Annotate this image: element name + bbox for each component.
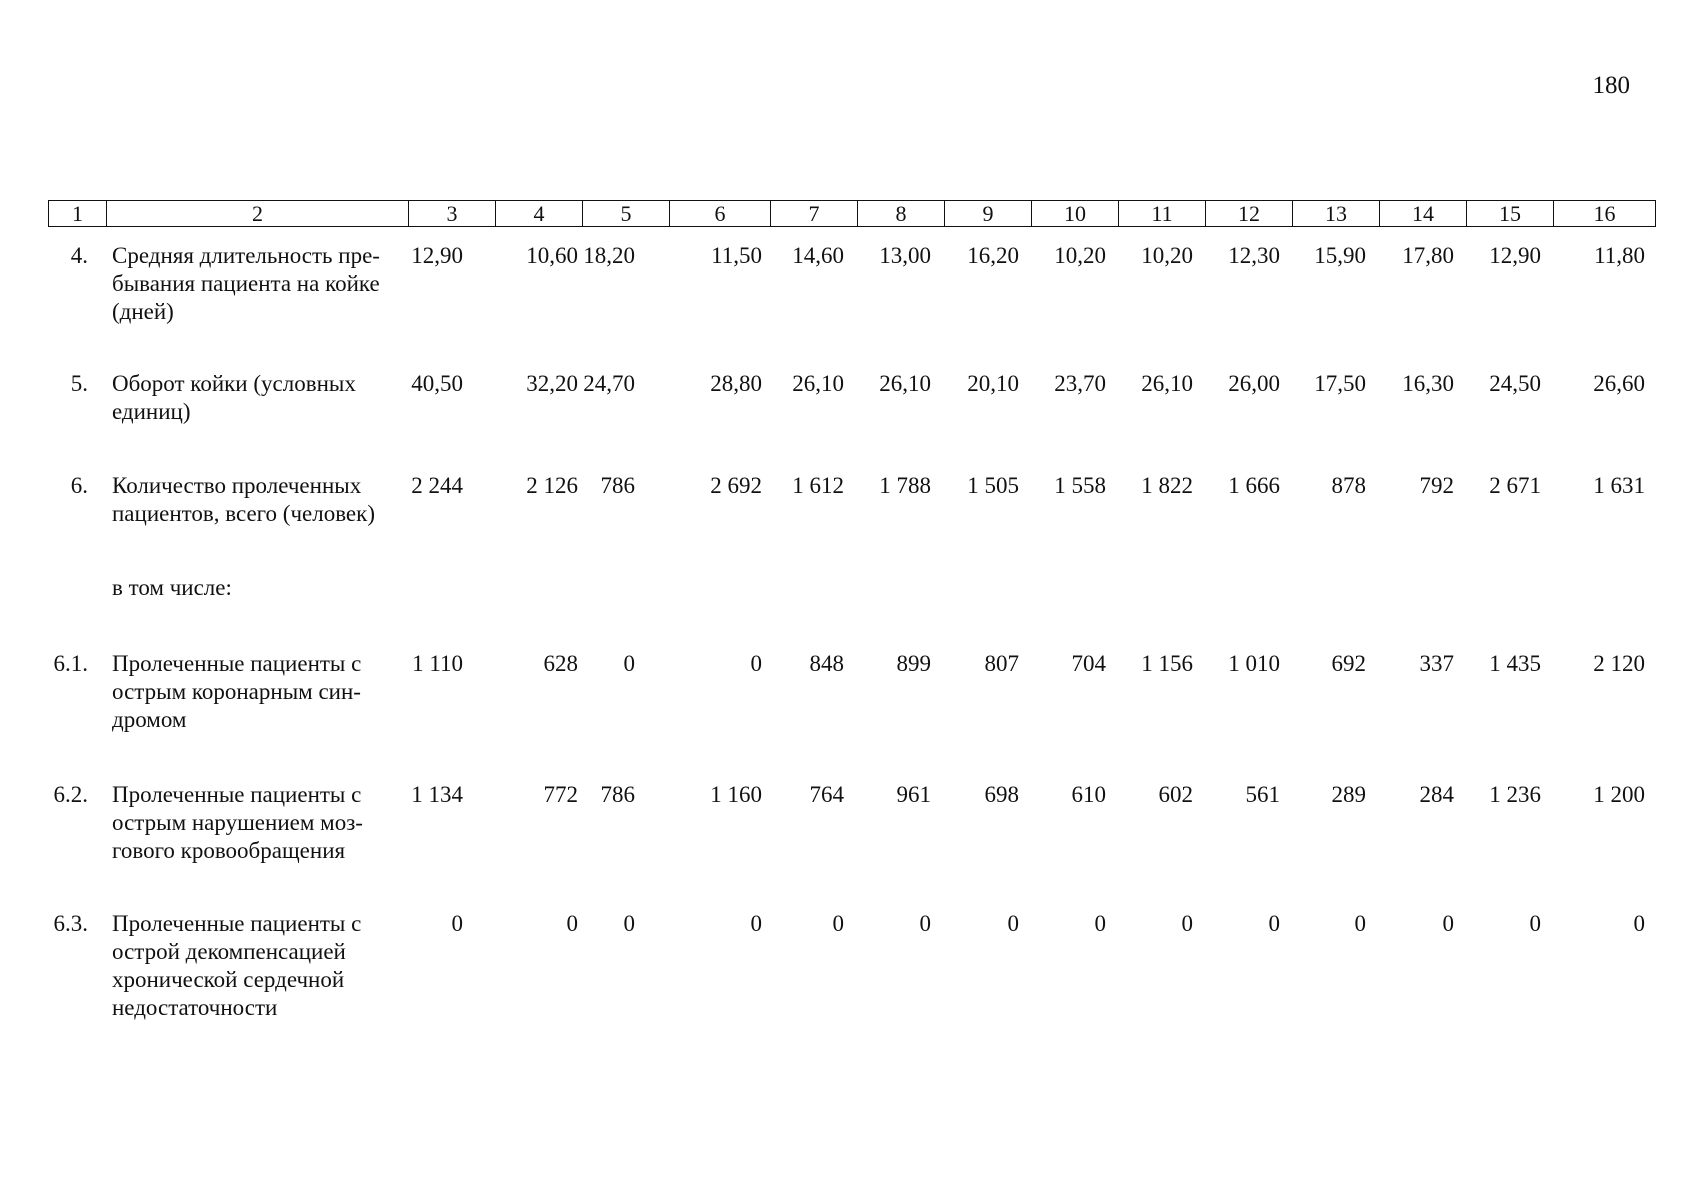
header-cell-16: 16 — [1593, 201, 1616, 226]
cell-value: 0 — [451, 911, 463, 936]
row-number: 6.2. — [53, 782, 88, 807]
header-cell-3: 3 — [409, 201, 496, 226]
cell-value: 602 — [1158, 782, 1193, 807]
cell-value: 1 822 — [1141, 473, 1193, 498]
cell-value: 1 435 — [1489, 651, 1541, 676]
table-header-row — [48, 200, 1656, 227]
cell-value: 1 010 — [1228, 651, 1280, 676]
cell-value: 0 — [750, 651, 762, 676]
cell-value: 1 200 — [1593, 782, 1645, 807]
cell-value: 24,70 — [583, 371, 635, 396]
cell-value: 610 — [1071, 782, 1106, 807]
cell-value: 899 — [896, 651, 931, 676]
cell-value: 0 — [623, 651, 635, 676]
header-cell-13: 13 — [1293, 201, 1380, 226]
row-title: Пролеченные пациенты с острым коронарным син- дромом — [112, 651, 362, 732]
cell-value: 878 — [1331, 473, 1366, 498]
cell-value: 11,80 — [1594, 243, 1645, 268]
cell-value: 12,90 — [1489, 243, 1541, 268]
cell-value: 0 — [566, 911, 578, 936]
row-title: Количество пролеченных пациентов, всего (человек) — [112, 473, 375, 526]
cell-value: 24,50 — [1489, 371, 1541, 396]
header-cell-9: 9 — [945, 201, 1032, 226]
cell-value: 0 — [1007, 911, 1019, 936]
cell-value: 0 — [1094, 911, 1106, 936]
cell-value: 0 — [1442, 911, 1454, 936]
cell-value: 10,60 — [526, 243, 578, 268]
header-cell-15: 15 — [1467, 201, 1554, 226]
header-cell-1: 1 — [49, 201, 107, 226]
cell-value: 20,10 — [967, 371, 1019, 396]
row-number: 6. — [70, 473, 88, 498]
cell-value: 17,50 — [1314, 371, 1366, 396]
cell-value: 26,60 — [1593, 371, 1645, 396]
cell-value: 1 110 — [412, 651, 463, 676]
row-title: Оборот койки (условных единиц) — [112, 371, 356, 424]
cell-value: 1 612 — [792, 473, 844, 498]
cell-value: 16,30 — [1402, 371, 1454, 396]
header-cell-6: 6 — [670, 201, 771, 226]
cell-value: 0 — [1529, 911, 1541, 936]
cell-value: 692 — [1331, 651, 1366, 676]
cell-value: 848 — [809, 651, 844, 676]
cell-value: 698 — [984, 782, 1019, 807]
cell-value: 15,90 — [1314, 243, 1366, 268]
cell-value: 764 — [809, 782, 844, 807]
cell-value: 1 505 — [967, 473, 1019, 498]
cell-value: 28,80 — [710, 371, 762, 396]
header-cell-10: 10 — [1032, 201, 1119, 226]
cell-value: 12,90 — [411, 243, 463, 268]
cell-value: 18,20 — [583, 243, 635, 268]
cell-value: 26,10 — [879, 371, 931, 396]
cell-value: 10,20 — [1054, 243, 1106, 268]
cell-value: 1 558 — [1054, 473, 1106, 498]
header-cell-7: 7 — [771, 201, 858, 226]
cell-value: 792 — [1419, 473, 1454, 498]
cell-value: 772 — [543, 782, 578, 807]
cell-value: 0 — [1181, 911, 1193, 936]
cell-value: 10,20 — [1141, 243, 1193, 268]
row-title: Пролеченные пациенты с острым нарушением моз- гового кровообращения — [112, 782, 363, 863]
cell-value: 284 — [1419, 782, 1454, 807]
row-number: 4. — [70, 243, 88, 268]
cell-value: 1 134 — [411, 782, 463, 807]
row-number: 6.3. — [53, 911, 88, 936]
cell-value: 0 — [919, 911, 931, 936]
header-cell-5: 5 — [583, 201, 670, 226]
cell-value: 1 631 — [1593, 473, 1645, 498]
cell-value: 807 — [984, 651, 1019, 676]
cell-value: 561 — [1245, 782, 1280, 807]
header-cell-11: 11 — [1119, 201, 1206, 226]
cell-value: 11,50 — [711, 243, 762, 268]
cell-value: 13,00 — [879, 243, 931, 268]
row-title: Средняя длительность пре- бывания пациента на койке (дней) — [112, 243, 380, 324]
cell-value: 32,20 — [526, 371, 578, 396]
cell-value: 16,20 — [967, 243, 1019, 268]
header-cell-2: 2 — [107, 201, 409, 226]
cell-value: 17,80 — [1402, 243, 1454, 268]
cell-value: 2 671 — [1489, 473, 1541, 498]
cell-value: 40,50 — [411, 371, 463, 396]
cell-value: 1 160 — [710, 782, 762, 807]
subheading-including: в том числе: — [112, 575, 232, 600]
cell-value: 289 — [1331, 782, 1366, 807]
cell-value: 1 788 — [879, 473, 931, 498]
cell-value: 2 120 — [1593, 651, 1645, 676]
cell-value: 0 — [750, 911, 762, 936]
cell-value: 704 — [1071, 651, 1106, 676]
page-number: 180 — [1592, 72, 1630, 99]
cell-value: 2 692 — [710, 473, 762, 498]
cell-value: 628 — [543, 651, 578, 676]
cell-value: 12,30 — [1228, 243, 1280, 268]
header-cell-4: 4 — [496, 201, 583, 226]
row-number: 6.1. — [53, 651, 88, 676]
cell-value: 2 244 — [411, 473, 463, 498]
cell-value: 1 236 — [1489, 782, 1541, 807]
cell-value: 14,60 — [792, 243, 844, 268]
cell-value: 2 126 — [526, 473, 578, 498]
cell-value: 1 666 — [1228, 473, 1280, 498]
header-cell-12: 12 — [1206, 201, 1293, 226]
cell-value: 786 — [600, 782, 635, 807]
cell-value: 26,10 — [1141, 371, 1193, 396]
cell-value: 23,70 — [1054, 371, 1106, 396]
cell-value: 961 — [896, 782, 931, 807]
cell-value: 0 — [1633, 911, 1645, 936]
header-cell-8: 8 — [858, 201, 945, 226]
cell-value: 0 — [1268, 911, 1280, 936]
row-number: 5. — [70, 371, 88, 396]
cell-value: 0 — [832, 911, 844, 936]
cell-value: 1 156 — [1141, 651, 1193, 676]
cell-value: 337 — [1419, 651, 1454, 676]
cell-value: 0 — [623, 911, 635, 936]
cell-value: 0 — [1354, 911, 1366, 936]
cell-value: 786 — [600, 473, 635, 498]
cell-value: 26,00 — [1228, 371, 1280, 396]
header-cell-14: 14 — [1380, 201, 1467, 226]
cell-value: 26,10 — [792, 371, 844, 396]
row-title: Пролеченные пациенты с острой декомпенсацией хронической сердечной недостаточности — [112, 911, 362, 1020]
